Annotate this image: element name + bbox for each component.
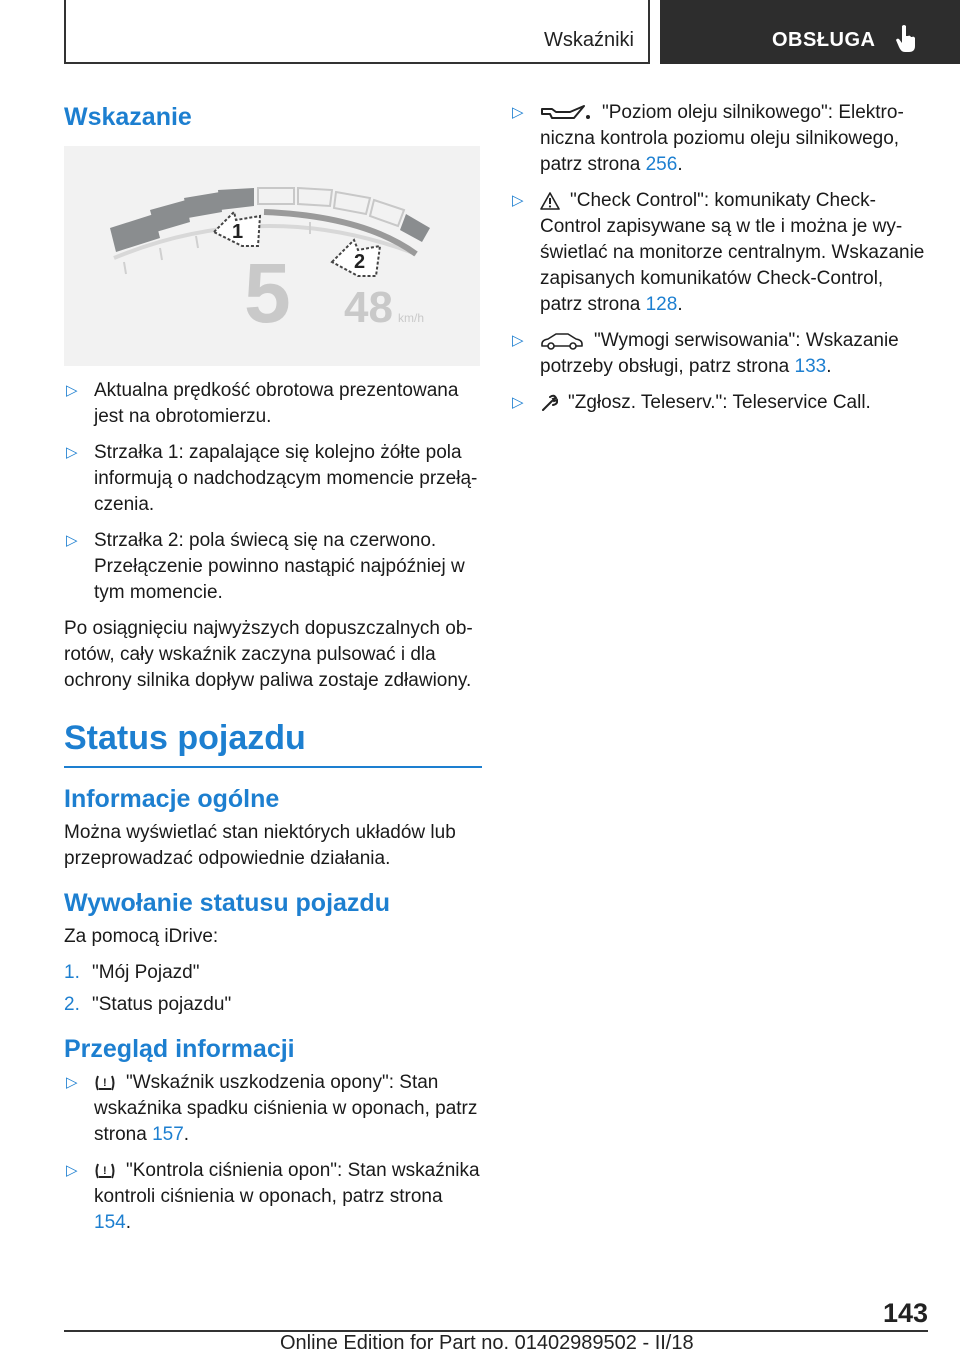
heading-status-pojazdu: Status pojazdu — [64, 716, 482, 768]
bullet-arrow-icon: ▷ — [66, 1162, 78, 1179]
tachometer-figure — [64, 146, 480, 366]
overview-item-tire-pressure: ▷ ! "Kontrola ciśnienia opon": Stan wskaźnika kontroli ciśnienia w oponach, patrz strona 154. — [66, 1160, 480, 1233]
heading-wywolanie: Wywołanie statusu pojazdu — [64, 889, 390, 917]
bullet-arrow-icon: ▷ — [66, 532, 78, 549]
page-number: 143 — [882, 1298, 928, 1328]
item-oil-level: ▷ "Poziom oleju silnikowego": Elektro‐niczna kontrola poziomu oleju silnikowego, patrz strona 256. — [512, 102, 904, 175]
header-section-title: Wskaźniki — [543, 29, 634, 51]
info-paragraph: Można wyświetlać stan niektórych układów lub przeprowadzać odpowiednie działania. — [64, 822, 456, 869]
bullet-1: ▷ Aktualna prędkość obrotowa prezentowana jest na obrotomierzu. — [66, 380, 459, 427]
page-link-256[interactable]: 256 — [645, 154, 678, 175]
page-link-157[interactable]: 157 — [152, 1124, 184, 1145]
header-chapter-title: OBSŁUGA — [772, 29, 876, 51]
heading-informacje: Informacje ogólne — [64, 785, 280, 813]
bullet-arrow-icon: ▷ — [512, 104, 524, 121]
header-section-box — [64, 0, 650, 64]
bullet-arrow-icon: ▷ — [66, 382, 78, 399]
speed-unit: km/h — [398, 311, 425, 325]
bullet-2: ▷ Strzałka 1: zapalające się kolejno żółte pola informują o nadchodzącym momencie przełą‐czenia. — [66, 442, 478, 515]
svg-text:1: 1 — [232, 221, 244, 243]
svg-text:2: 2 — [354, 251, 366, 273]
item-check-control: ▷ "Check Control": komunikaty Check-Control zapisywane są w tle i można je wy‐świetlać na monitorze centralnym. Wskazanie zapisanych komunikatów Check-Control, patrz strona 128. — [512, 190, 925, 315]
warning-triangle-icon — [540, 192, 560, 210]
item-teleservice: ▷ "Zgłosz. Teleserv.": Teleservice Call. — [510, 390, 928, 416]
call-paragraph: Za pomocą iDrive: — [64, 926, 219, 947]
footer-edition: Online Edition for Part no. 01402989502 - II/18 — [280, 1332, 694, 1354]
bullet-arrow-icon: ▷ — [66, 1074, 78, 1091]
page-link-128[interactable]: 128 — [645, 294, 678, 315]
heading-wskazanie: Wskazanie — [64, 103, 192, 131]
tire-warning-icon — [94, 1073, 116, 1093]
tachometer-illustration — [64, 146, 480, 366]
bullet-arrow-icon: ▷ — [512, 192, 524, 209]
wrench-icon — [540, 393, 558, 413]
right-column — [510, 100, 928, 426]
arrow-2-marker — [332, 240, 380, 276]
speed-readout: 48 — [344, 283, 393, 332]
left-column — [64, 100, 482, 1246]
car-service-icon — [540, 331, 584, 351]
bullet-arrow-icon: ▷ — [512, 394, 524, 411]
page-link-154[interactable]: 154 — [94, 1212, 126, 1233]
item-service: ▷ "Wymogi serwisowania": Wskazanie potrzeby obsługi, patrz strona 133. — [512, 330, 899, 377]
step-2: 2. "Status pojazdu" — [64, 994, 232, 1015]
bullet-3: ▷ Strzałka 2: pola świecą się na czerwono. Przełączenie powinno nastąpić najpóźniej w tym momencie. — [66, 530, 465, 603]
tire-pressure-icon — [94, 1161, 116, 1181]
svg-text:!: ! — [103, 1076, 107, 1089]
bullet-arrow-icon: ▷ — [512, 332, 524, 349]
overview-item-tire-damage: ▷ ! "Wskaźnik uszkodzenia opony": Stan wskaźnika spadku ciśnienia w oponach, patrz strona 157. — [66, 1072, 478, 1145]
rev-limit-paragraph: Po osiągnięciu najwyższych dopuszczalnych ob‐rotów, cały wskaźnik zaczyna pulsować i dla ochrony silnika dopływ paliwa zostaje zdławiony. — [64, 618, 473, 691]
bullet-arrow-icon: ▷ — [66, 444, 78, 461]
arrow-1-marker — [214, 212, 260, 246]
oil-can-icon — [540, 103, 592, 123]
step-1: 1. "Mój Pojazd" — [64, 962, 200, 983]
page-link-133[interactable]: 133 — [794, 356, 827, 377]
gear-indicator: 5 — [244, 246, 291, 340]
svg-text:!: ! — [103, 1164, 107, 1177]
pointing-hand-icon — [896, 24, 918, 52]
heading-przeglad: Przegląd informacji — [64, 1035, 295, 1063]
header-chapter-box — [660, 0, 960, 64]
